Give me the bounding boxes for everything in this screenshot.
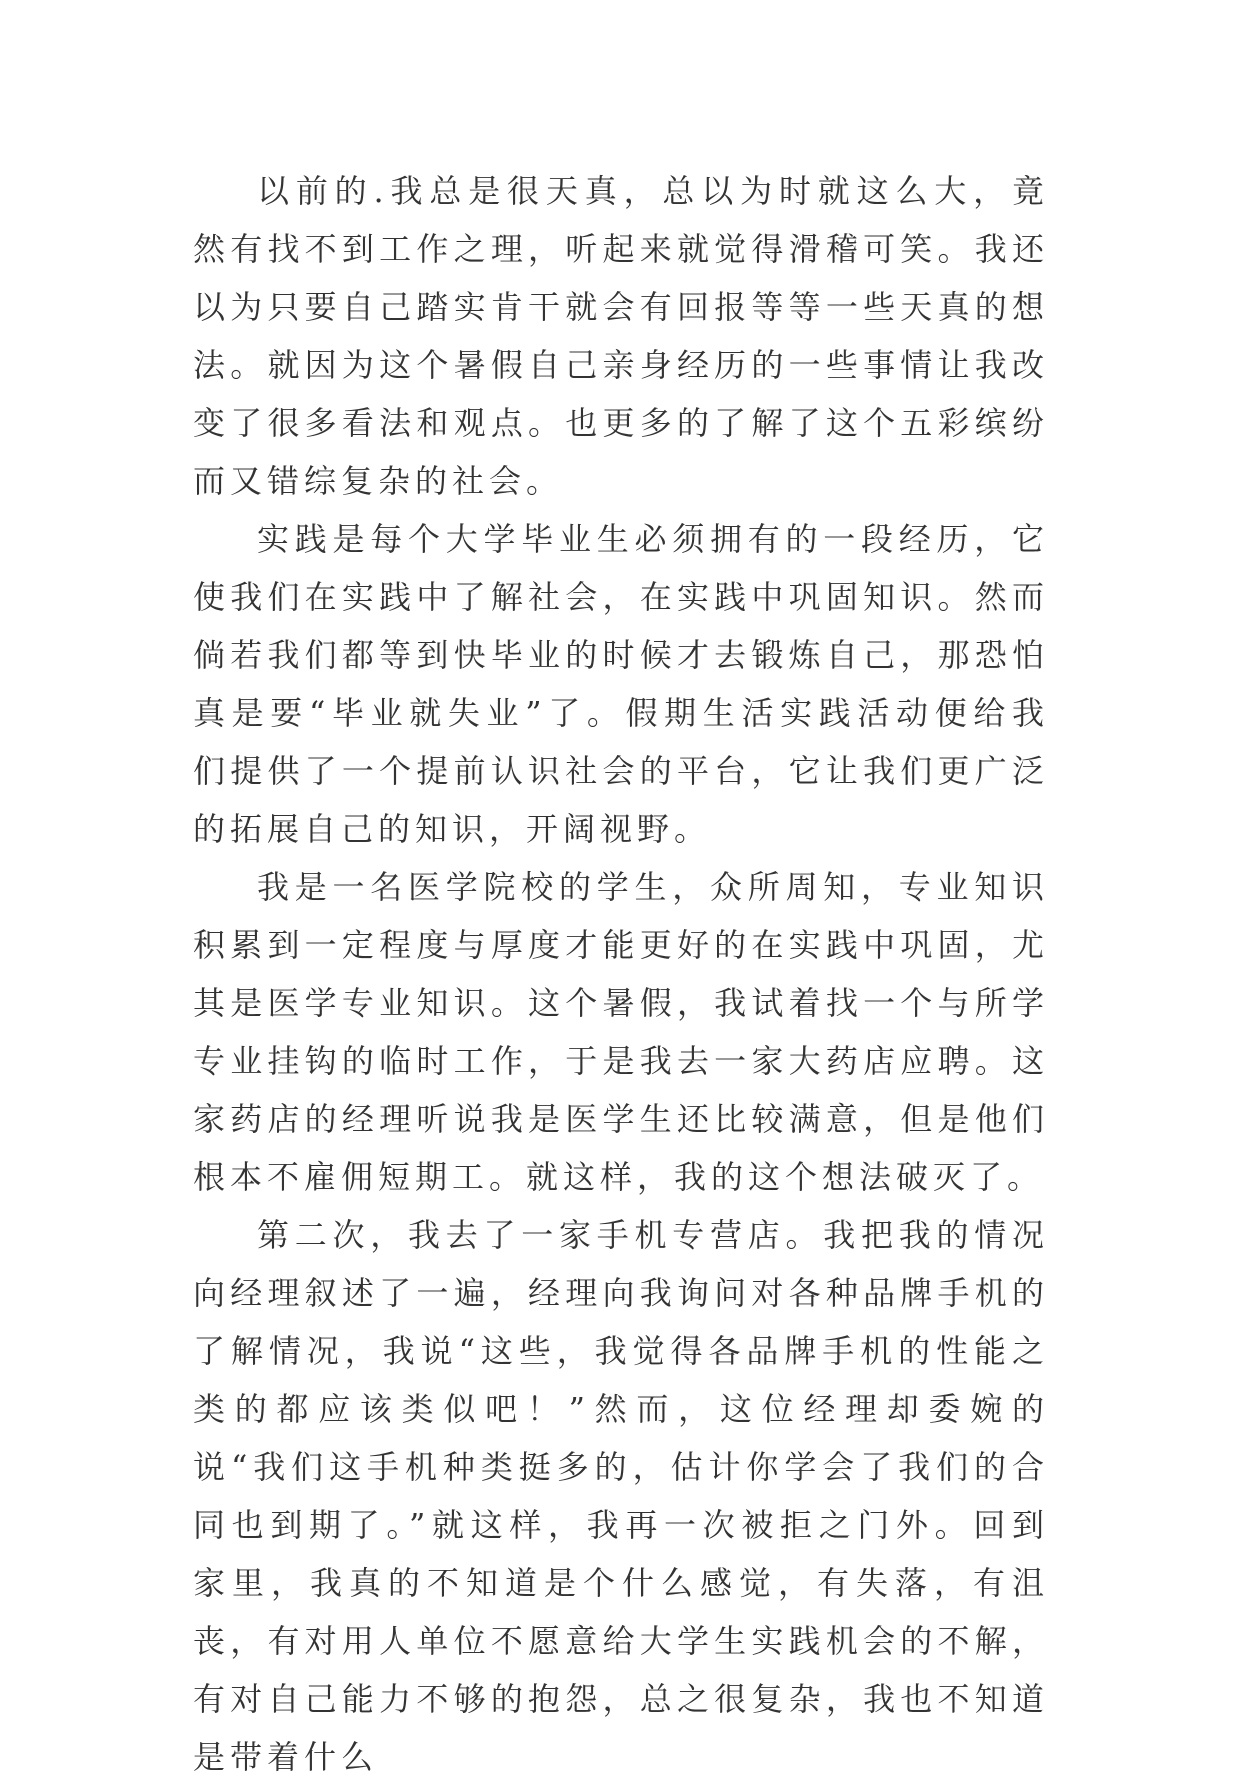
paragraph-4: 第二次，我去了一家手机专营店。我把我的情况向经理叙述了一遍，经理向我询问对各种品牌手机的了解情况，我说“这些，我觉得各品牌手机的性能之类的都应该类似吧！”然而，这位经理却委婉的说“我们这手机种类挺多的，估计你学会了我们的合同也到期了。”就这样，我再一次被拒之门外。回到家里，我真的不知道是个什么感觉，有失落，有沮丧，有对用人单位不愿意给大学生实践机会的不解，有对自己能力不够的抱怨，总之很复杂，我也不知道是带着什么 <box>193 1216 1049 1776</box>
paragraph-2: 实践是每个大学毕业生必须拥有的一段经历，它使我们在实践中了解社会，在实践中巩固知识。然而倘若我们都等到快毕业的时候才去锻炼自己，那恐怕真是要“毕业就失业”了。假期生活实践活动便给我们提供了一个提前认识社会的平台，它让我们更广泛的拓展自己的知识，开阔视野。 <box>193 520 1049 848</box>
paragraph-3: 我是一名医学院校的学生，众所周知，专业知识积累到一定程度与厚度才能更好的在实践中巩固，尤其是医学专业知识。这个暑假，我试着找一个与所学专业挂钩的临时工作，于是我去一家大药店应聘。这家药店的经理听说我是医学生还比较满意，但是他们根本不雇佣短期工。就这样，我的这个想法破灭了。 <box>193 868 1049 1196</box>
paragraph-1: 以前的.我总是很天真，总以为时就这么大，竟然有找不到工作之理，听起来就觉得滑稽可笑。我还以为只要自己踏实肯干就会有回报等等一些天真的想法。就因为这个暑假自己亲身经历的一些事情让我改变了很多看法和观点。也更多的了解了这个五彩缤纷而又错综复杂的社会。 <box>193 172 1049 500</box>
document-body <box>193 162 1049 1786</box>
